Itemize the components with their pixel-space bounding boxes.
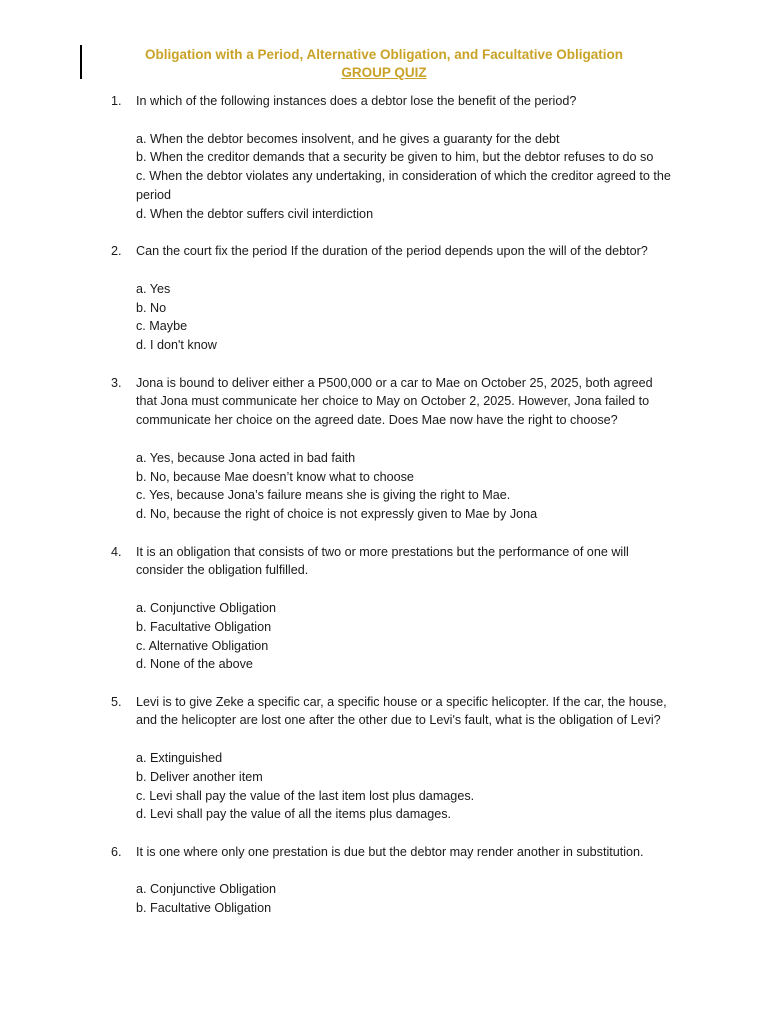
answer-option: c. Yes, because Jona’s failure means she is giving the right to Mae. [136,488,511,503]
answer-option: a. Conjunctive Obligation [136,882,277,897]
question-number: 5. [111,694,122,709]
question-item [0,693,768,825]
answer-options [136,749,671,824]
question-text: Levi is to give Zeke a specific car, a specific house or a specific helicopter. If the car, the house, and the helicopter are lost one after the other due to Levi's fault, what is the obligation of Levi? [136,694,667,728]
answer-options [136,599,671,674]
answer-option: b. When the creditor demands that a security be given to him, but the debtor refuses to do so [136,150,654,165]
answer-option: c. Levi shall pay the value of the last item lost plus damages. [136,788,475,803]
answer-option: c. When the debtor violates any undertaking, in consideration of which the creditor agreed to the period [136,169,671,202]
question-list [0,92,768,937]
answer-option: b. No [136,300,167,315]
question-number: 4. [111,544,122,559]
answer-option: d. I don't know [136,338,217,353]
document-subtitle: GROUP QUIZ [341,65,427,80]
question-item [0,843,768,918]
answer-option: a. Yes, because Jona acted in bad faith [136,450,356,465]
answer-options [136,280,671,355]
question-number: 2. [111,244,122,259]
answer-option: d. Levi shall pay the value of all the items plus damages. [136,807,452,822]
question-text: It is an obligation that consists of two or more prestations but the performance of one will consider the obligation fulfilled. [136,544,629,578]
answer-options [136,880,671,918]
answer-options [136,130,671,224]
question-item [0,543,768,675]
answer-option: a. Extinguished [136,751,223,766]
answer-option: d. None of the above [136,657,253,672]
question-number: 6. [111,844,122,859]
answer-option: b. Facultative Obligation [136,901,272,916]
answer-option: b. Facultative Obligation [136,619,272,634]
document-title: Obligation with a Period, Alternative Obligation, and Facultative Obligation [144,47,624,62]
question-text: It is one where only one prestation is due but the debtor may render another in substitution. [136,844,644,859]
answer-option: c. Maybe [136,319,188,334]
question-item [0,374,768,524]
answer-option: a. When the debtor becomes insolvent, and he gives a guaranty for the debt [136,131,560,146]
question-number: 3. [111,375,122,390]
answer-option: a. Conjunctive Obligation [136,600,277,615]
question-item [0,242,768,355]
question-item [0,92,768,224]
answer-option: b. Deliver another item [136,769,263,784]
question-text: Jona is bound to deliver either a P500,000 or a car to Mae on October 25, 2025, both agreed that Jona must communicate her choice to May on October 2, 2025. However, Jona failed to communicate her choice on the agreed date. Does Mae now have the right to choose? [136,375,653,428]
question-text: In which of the following instances does a debtor lose the benefit of the period? [136,94,577,108]
answer-option: d. When the debtor suffers civil interdiction [136,206,374,221]
answer-option: d. No, because the right of choice is not expressly given to Mae by Jona [136,507,538,522]
question-text: Can the court fix the period If the duration of the period depends upon the will of the debtor? [136,244,648,259]
answer-option: b. No, because Mae doesn’t know what to choose [136,469,414,484]
question-number: 1. [111,94,122,108]
answer-options [136,449,671,524]
answer-option: a. Yes [136,281,171,296]
answer-option: c. Alternative Obligation [136,638,269,653]
document-header [0,46,768,82]
